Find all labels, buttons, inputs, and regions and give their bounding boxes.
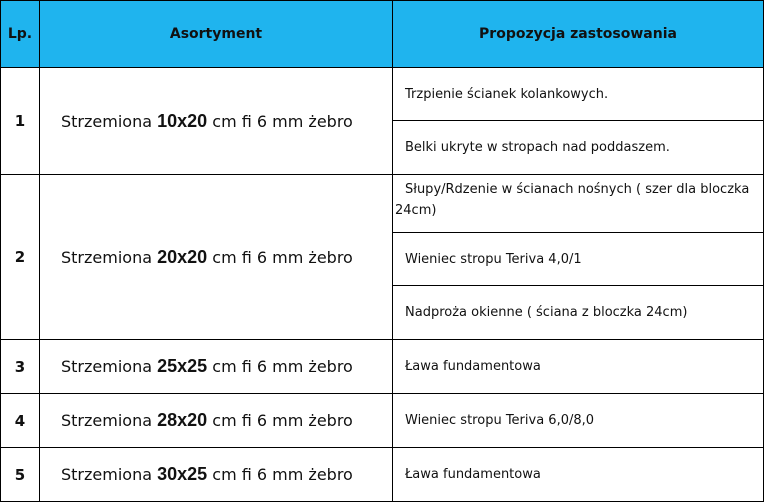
row-number: 2	[1, 175, 40, 340]
table-row	[1, 448, 764, 502]
header-assortment: Asortyment	[40, 1, 393, 68]
assortment-size: 10x20	[157, 110, 208, 131]
application-cell: Nadproża okienne ( ściana z bloczka 24cm)	[393, 286, 764, 340]
assortment-size: 20x20	[157, 246, 208, 267]
application-cell: Ława fundamentowa	[393, 340, 764, 394]
assortment-suffix: cm fi 6 mm żebro	[212, 247, 353, 267]
assortment-suffix: cm fi 6 mm żebro	[212, 411, 353, 430]
header-application: Propozycja zastosowania	[393, 1, 764, 68]
application-cell	[393, 175, 764, 233]
table-row	[1, 340, 764, 394]
assortment-size: 30x25	[157, 464, 208, 484]
application-text: Słupy/Rdzenie w ścianach nośnych ( szer dla bloczka 24cm)	[395, 182, 750, 218]
assortment-suffix: cm fi 6 mm żebro	[212, 465, 353, 484]
assortment-prefix: Strzemiona	[61, 357, 153, 376]
assortment-cell	[40, 394, 393, 448]
assortment-cell	[40, 175, 393, 340]
assortment-prefix: Strzemiona	[61, 247, 153, 267]
assortment-size: 28x20	[157, 410, 208, 430]
application-cell: Trzpienie ścianek kolankowych.	[393, 68, 764, 121]
row-number: 5	[1, 448, 40, 502]
assortment-size: 25x25	[157, 356, 208, 376]
assortment-prefix: Strzemiona	[61, 411, 153, 430]
assortment-suffix: cm fi 6 mm żebro	[212, 357, 353, 376]
table-row	[1, 394, 764, 448]
table-row	[1, 68, 764, 121]
application-cell: Ława fundamentowa	[393, 448, 764, 502]
application-cell: Wieniec stropu Teriva 4,0/1	[393, 233, 764, 286]
row-number: 3	[1, 340, 40, 394]
table-header-row	[1, 1, 764, 68]
assortment-prefix: Strzemiona	[61, 111, 153, 131]
assortment-cell	[40, 340, 393, 394]
assortment-suffix: cm fi 6 mm żebro	[212, 111, 353, 131]
row-number: 4	[1, 394, 40, 448]
application-cell: Belki ukryte w stropach nad poddaszem.	[393, 121, 764, 175]
assortment-prefix: Strzemiona	[61, 465, 153, 484]
header-lp: Lp.	[1, 1, 40, 68]
assortment-cell	[40, 448, 393, 502]
table-row	[1, 175, 764, 233]
application-cell: Wieniec stropu Teriva 6,0/8,0	[393, 394, 764, 448]
row-number: 1	[1, 68, 40, 175]
assortment-cell	[40, 68, 393, 175]
